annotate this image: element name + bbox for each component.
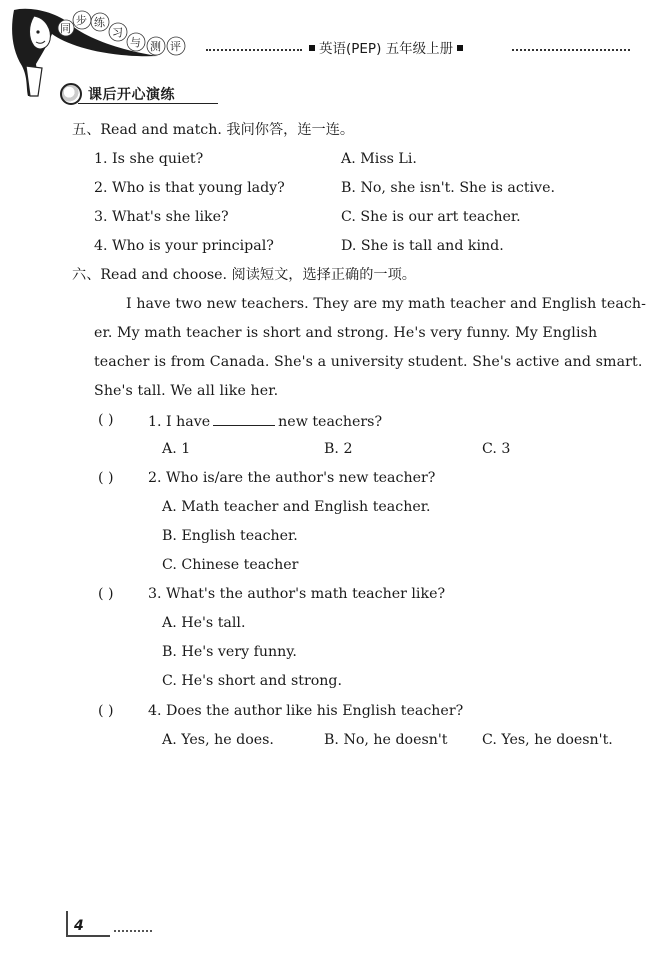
option[interactable]: A. Math teacher and English teacher. xyxy=(162,499,431,515)
option[interactable]: B. 2 xyxy=(324,441,353,457)
question-stem: 4. Does the author like his English teacher? xyxy=(148,703,464,719)
fill-blank[interactable] xyxy=(213,413,275,426)
match-answer: A. Miss Li. xyxy=(341,151,417,167)
option[interactable]: C. He's short and strong. xyxy=(162,673,343,689)
option[interactable]: B. English teacher. xyxy=(162,528,298,544)
match-question: 2. Who is that young lady? xyxy=(94,180,285,196)
book-title: 英语(PEP) 五年级上册 xyxy=(305,37,467,57)
passage-line: er. My math teacher is short and strong. He's very funny. My English xyxy=(94,325,598,341)
option[interactable]: C. Yes, he doesn't. xyxy=(482,732,613,748)
swirl-icon xyxy=(60,83,82,105)
logo-char: 与 xyxy=(130,36,141,49)
logo-char: 练 xyxy=(94,16,105,29)
page-number: 4 xyxy=(74,918,84,934)
match-answer: D. She is tall and kind. xyxy=(341,238,504,254)
option[interactable]: A. Yes, he does. xyxy=(162,732,274,748)
header-dotted-rule xyxy=(512,49,630,51)
option[interactable]: A. 1 xyxy=(162,441,191,457)
part5-heading: 五、Read and match. 我问你答，连一连。 xyxy=(72,122,355,138)
logo-char: 习 xyxy=(112,26,123,39)
logo-char: 步 xyxy=(76,14,87,27)
logo-char: 评 xyxy=(170,40,181,53)
footer-dotted-rule xyxy=(114,930,152,932)
option[interactable]: C. 3 xyxy=(482,441,511,457)
option[interactable]: A. He's tall. xyxy=(162,615,246,631)
question-stem: 2. Who is/are the author's new teacher? xyxy=(148,470,436,486)
option[interactable]: B. He's very funny. xyxy=(162,644,297,660)
header-dotted-rule xyxy=(206,49,302,51)
match-question: 3. What's she like? xyxy=(94,209,229,225)
page-number-frame xyxy=(66,911,110,937)
section-title: 课后开心演练 xyxy=(88,87,175,103)
logo-char: 测 xyxy=(150,40,161,53)
square-bullet-icon xyxy=(309,45,315,51)
passage-line: teacher is from Canada. She's a university student. She's active and smart. xyxy=(94,354,643,370)
answer-paren[interactable]: ( ) xyxy=(98,586,114,602)
match-question: 4. Who is your principal? xyxy=(94,238,274,254)
answer-paren[interactable]: ( ) xyxy=(98,703,114,719)
option[interactable]: B. No, he doesn't xyxy=(324,732,448,748)
section-underline xyxy=(78,103,218,104)
part6-heading: 六、Read and choose. 阅读短文，选择正确的一项。 xyxy=(72,267,416,283)
match-answer: B. No, she isn't. She is active. xyxy=(341,180,555,196)
passage-line: I have two new teachers. They are my math teacher and English teach- xyxy=(126,296,647,312)
match-answer: C. She is our art teacher. xyxy=(341,209,521,225)
match-question: 1. Is she quiet? xyxy=(94,151,204,167)
question-stem: 1. I have new teachers? xyxy=(148,414,383,430)
answer-paren[interactable]: ( ) xyxy=(98,470,114,486)
logo-char: 同 xyxy=(60,22,71,35)
passage-line: She's tall. We all like her. xyxy=(94,383,279,399)
option[interactable]: C. Chinese teacher xyxy=(162,557,299,573)
square-bullet-icon xyxy=(457,45,463,51)
answer-paren[interactable]: ( ) xyxy=(98,412,114,428)
question-stem: 3. What's the author's math teacher like? xyxy=(148,586,446,602)
